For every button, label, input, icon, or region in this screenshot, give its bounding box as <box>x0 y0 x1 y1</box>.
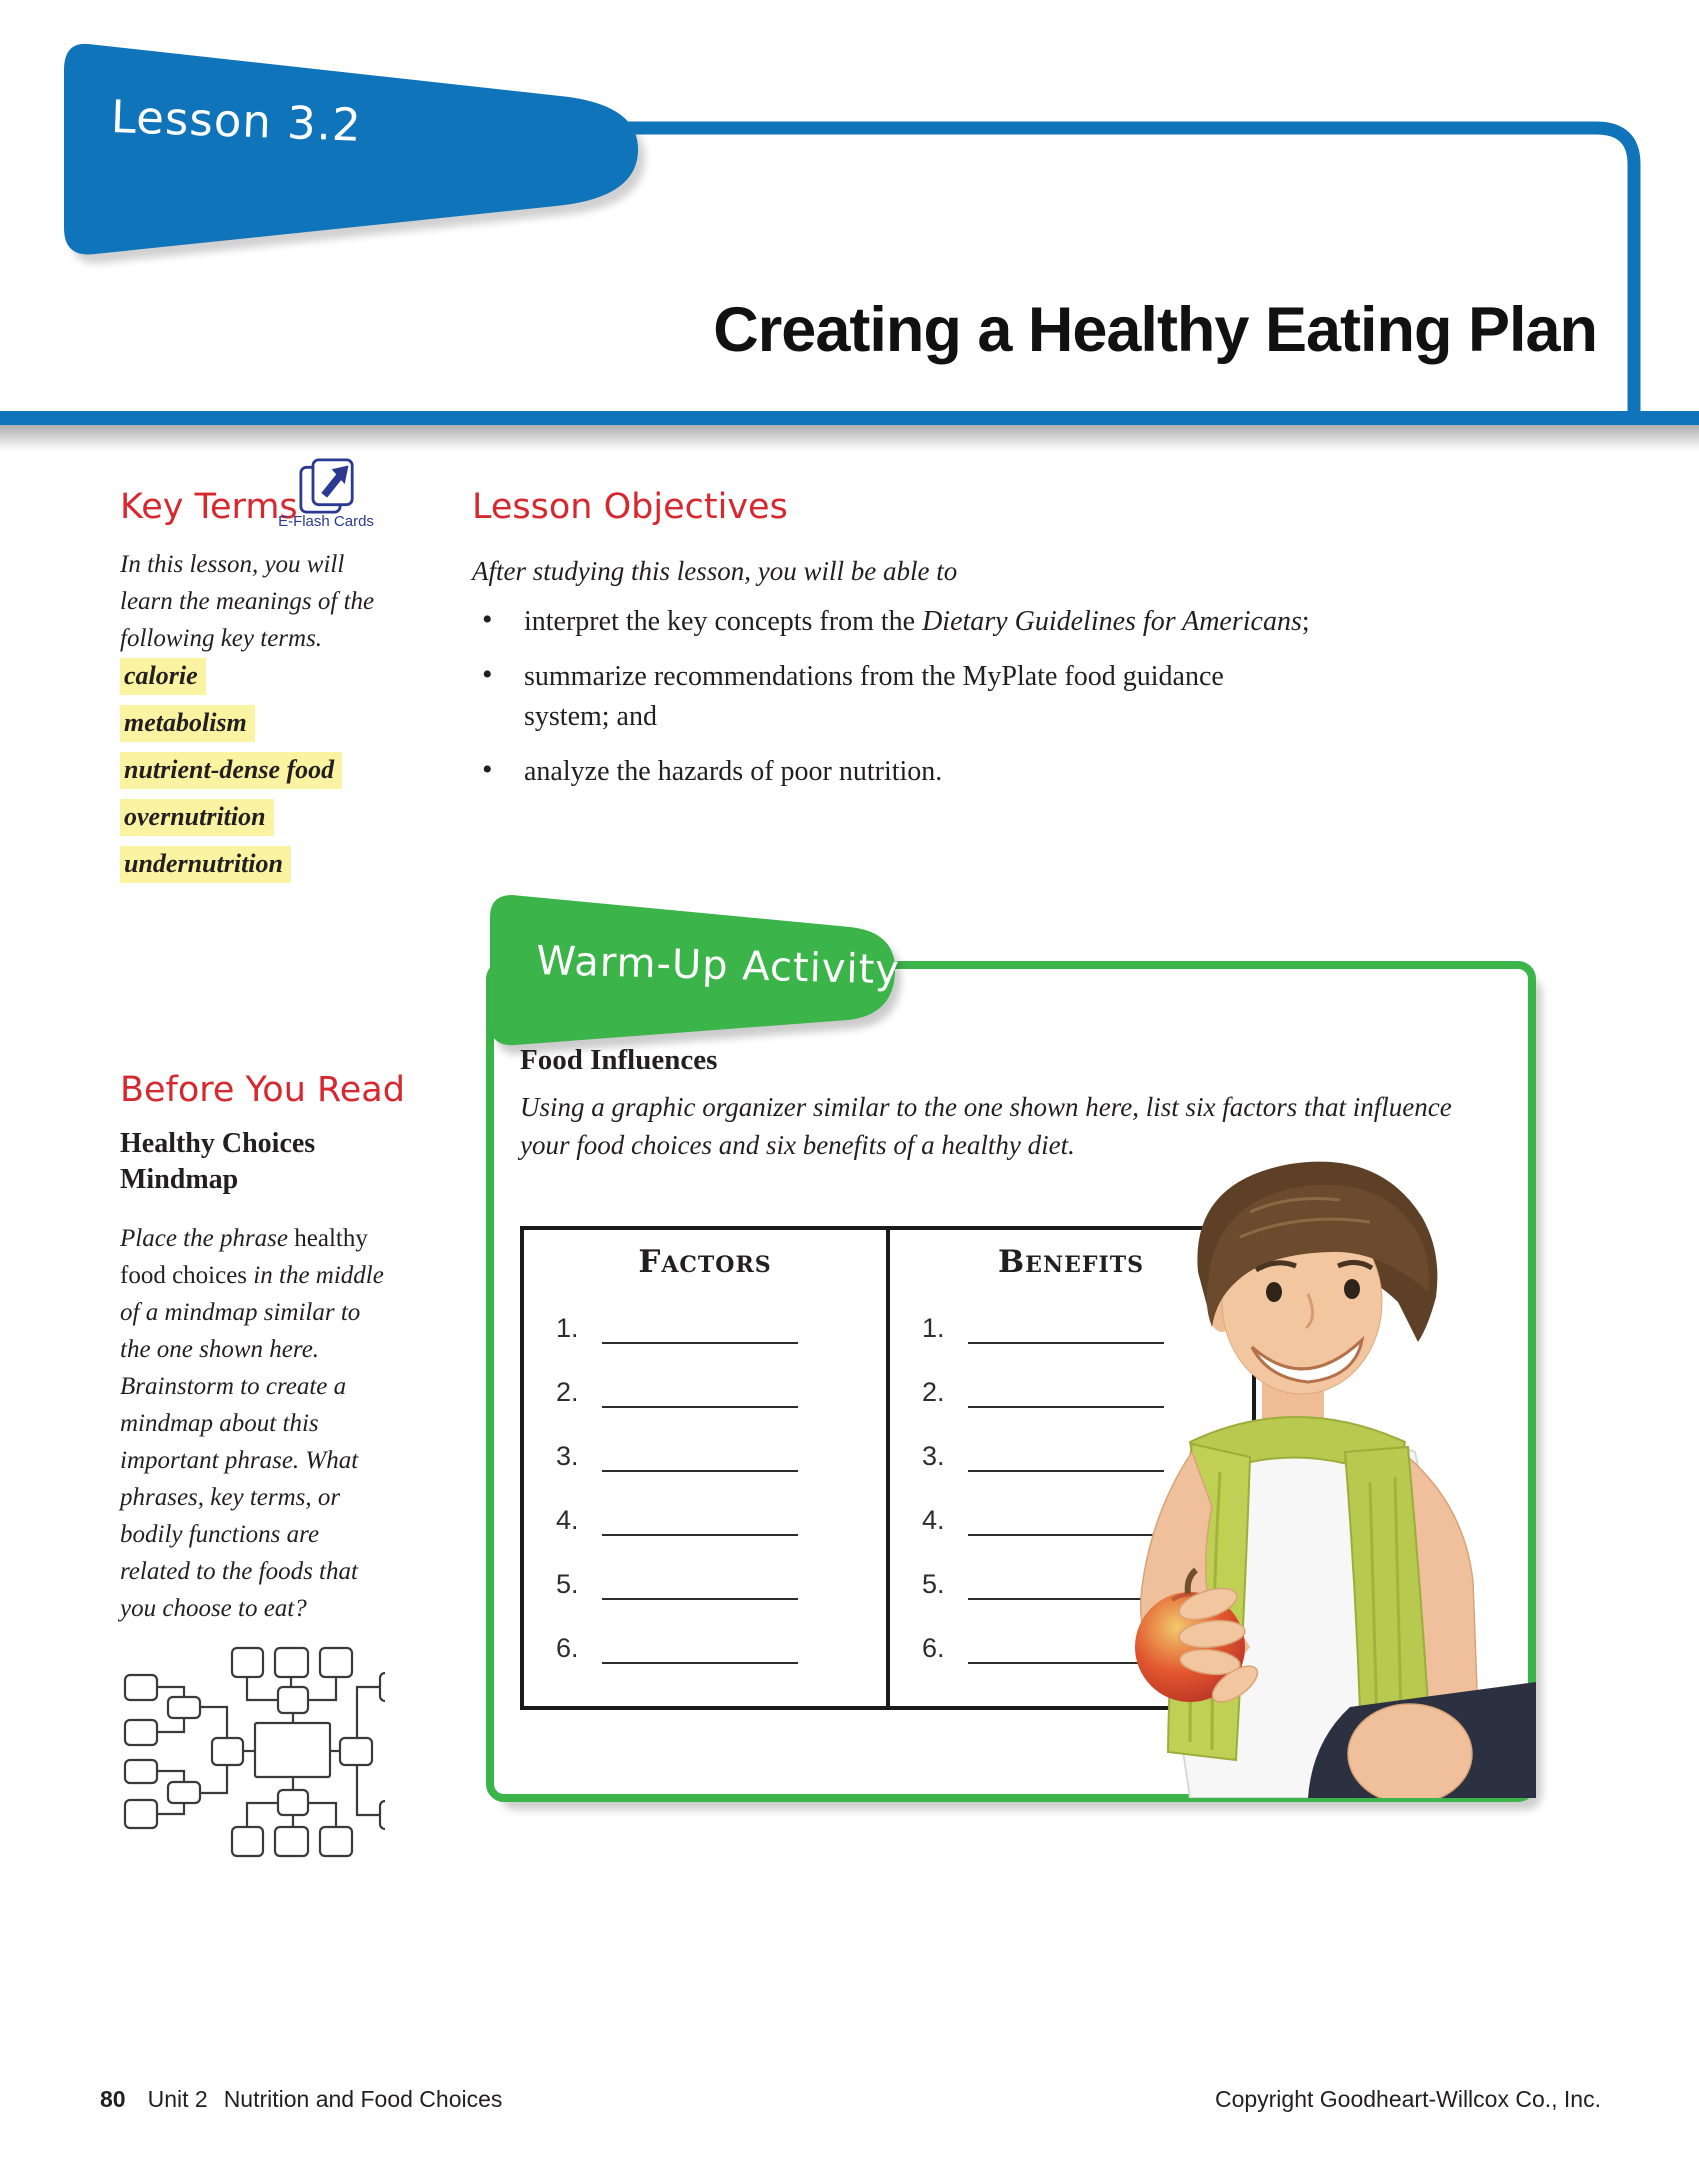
objective-item <box>472 657 1452 737</box>
key-term: overnutrition <box>120 799 274 836</box>
objective-text: analyze the hazards of poor nutrition. <box>524 756 943 787</box>
mindmap-leaf <box>232 1827 263 1856</box>
before-you-read-body <box>120 1220 390 1627</box>
lesson-objectives-heading: Lesson Objectives <box>472 487 788 527</box>
copyright-notice: Copyright Goodheart-Willcox Co., Inc. <box>1214 2086 1601 2112</box>
mindmap-leaf <box>125 1800 157 1828</box>
blank-line[interactable] <box>602 1564 798 1600</box>
eye <box>1344 1279 1360 1299</box>
row-number: 3. <box>556 1441 579 1471</box>
key-terms-intro: In this lesson, you will learn the meanings of the following key terms. <box>120 551 375 652</box>
before-you-read-heading: Before You Read <box>120 1070 405 1110</box>
eye <box>1266 1282 1282 1302</box>
boy-with-apple-photo <box>1040 1142 1536 1798</box>
mindmap-leaf <box>320 1827 352 1856</box>
row-number: 2. <box>556 1377 579 1407</box>
mindmap-node <box>168 1782 200 1803</box>
page-footer <box>0 2086 1699 2126</box>
e-flash-cards-icon[interactable] <box>298 458 356 514</box>
objective-item <box>472 752 1452 792</box>
table-row <box>556 1624 886 1664</box>
mindmap-leaf <box>275 1648 308 1677</box>
key-term: calorie <box>120 658 206 695</box>
factors-header: Factors <box>638 1244 772 1280</box>
unit-title: Nutrition and Food Choices <box>223 2086 503 2112</box>
blank-line[interactable] <box>602 1372 798 1408</box>
objective-text: interpret the key concepts from the <box>524 606 923 637</box>
mindmap-node <box>340 1738 372 1765</box>
objective-text: ; <box>1301 606 1310 637</box>
header-decoration <box>0 0 1699 470</box>
key-term: metabolism <box>120 705 255 742</box>
key-terms-heading: Key Terms <box>120 487 298 527</box>
page-number: 80 <box>100 2086 126 2112</box>
factors-column <box>524 1230 890 1706</box>
body-text-italic: in the middle of a mindmap similar to the one shown here. Brainstorm to create a mindmap about this important phrase. What phrases, key terms, or bodily functions are related to the foods that you choose to eat? <box>120 1262 384 1622</box>
row-number: 4. <box>922 1505 945 1535</box>
mindmap-node <box>212 1738 243 1765</box>
row-number: 6. <box>556 1633 579 1663</box>
row-number: 3. <box>922 1441 945 1471</box>
row-number: 2. <box>922 1377 945 1407</box>
mindmap-node <box>278 1687 308 1713</box>
row-number: 5. <box>556 1569 579 1599</box>
mindmap-leaf <box>275 1827 308 1856</box>
mindmap-diagram <box>75 1645 385 1860</box>
page-title: Creating a Healthy Eating Plan <box>713 295 1597 365</box>
row-number: 6. <box>922 1633 945 1663</box>
mindmap-leaf <box>320 1648 352 1677</box>
mindmap-leaf <box>125 1675 157 1700</box>
table-row <box>556 1496 886 1536</box>
key-term: nutrient-dense food <box>120 752 342 789</box>
warm-up-instructions: Using a graphic organizer similar to the one shown here, list six factors that influence your food choices and six benefits of a healthy diet. <box>520 1092 1452 1160</box>
blank-line[interactable] <box>602 1500 798 1536</box>
mindmap-leaf <box>125 1760 157 1783</box>
e-flash-cards-label[interactable]: E-Flash Cards <box>278 513 374 530</box>
table-row <box>556 1368 886 1408</box>
before-you-read-subheading: Healthy Choices Mindmap <box>120 1128 316 1195</box>
blank-line[interactable] <box>602 1308 798 1344</box>
mindmap-center-node <box>255 1723 330 1777</box>
row-number: 1. <box>922 1313 945 1343</box>
knee <box>1348 1704 1472 1798</box>
table-row <box>556 1432 886 1472</box>
mindmap-node <box>168 1697 200 1718</box>
unit-label: Unit 2 <box>147 2086 208 2112</box>
footer-left <box>100 2086 502 2113</box>
objective-text-italic: Dietary Guidelines for Americans <box>922 606 1302 637</box>
lesson-number-banner: Lesson 3.2 <box>110 90 363 152</box>
header-connector-line <box>600 128 1634 412</box>
blank-line[interactable] <box>602 1436 798 1472</box>
objective-item <box>472 602 1452 642</box>
row-number: 1. <box>556 1313 579 1343</box>
body-text-italic: Place the phrase <box>120 1225 295 1252</box>
key-term: undernutrition <box>120 846 291 883</box>
mindmap-node <box>278 1790 308 1815</box>
row-number: 5. <box>922 1569 945 1599</box>
warm-up-banner-title: Warm-Up Activity <box>535 938 901 994</box>
body-text-roman: healthy food choices <box>120 1225 368 1289</box>
mindmap-leaf <box>232 1648 263 1677</box>
mindmap-leaf <box>125 1720 157 1745</box>
warm-up-activity-title: Food Influences <box>520 1044 718 1076</box>
header-rule-shadow <box>0 425 1699 451</box>
objective-text: system; and <box>524 701 657 732</box>
objective-text: summarize recommendations from the MyPlate food guidance <box>524 661 1224 692</box>
mindmap-leaf <box>380 1801 385 1829</box>
objectives-list <box>472 602 1452 807</box>
table-row <box>556 1304 886 1344</box>
mindmap-leaf <box>380 1673 385 1701</box>
benefits-header: Benefits <box>997 1244 1145 1280</box>
key-terms-list <box>120 658 342 893</box>
row-number: 4. <box>556 1505 579 1535</box>
table-row <box>556 1560 886 1600</box>
header-rule <box>0 411 1699 425</box>
objectives-intro: After studying this lesson, you will be able to <box>472 556 958 586</box>
blank-line[interactable] <box>602 1628 798 1664</box>
